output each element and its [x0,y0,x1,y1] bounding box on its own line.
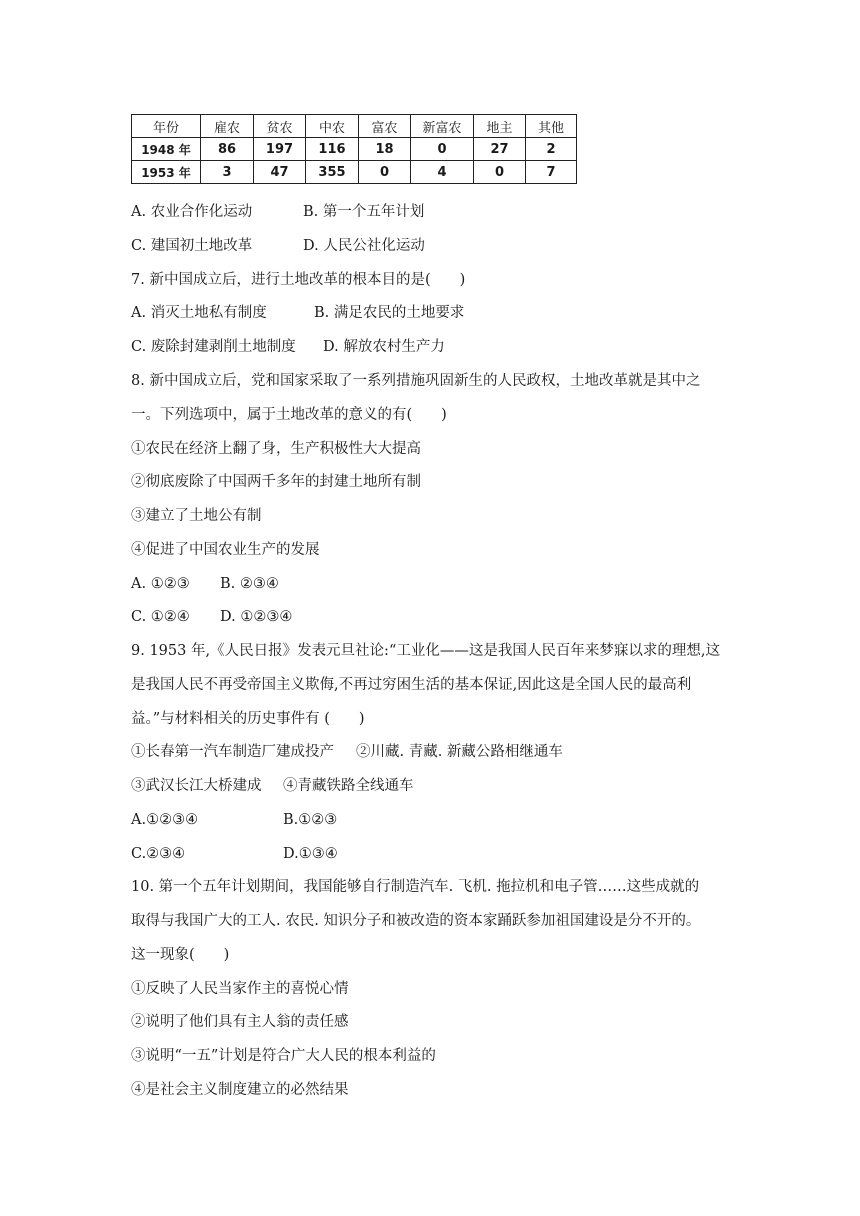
table-row [132,138,577,161]
q8-statement: ②彻底废除了中国两千多年的封建土地所有制 [131,474,421,490]
table-header-cell: 地主 [474,115,526,138]
table-cell: 4 [411,161,474,184]
q9-stem-line: 益。”与材料相关的历史事件有 ( ) [131,711,365,727]
table-header-cell: 中农 [306,115,359,138]
table-header-cell: 富农 [359,115,411,138]
q9-option-b: B.①②③ [283,812,338,828]
q7-option-a: A. 消灭土地私有制度 [131,305,267,321]
table-cell: 197 [254,138,306,161]
table-cell: 0 [359,161,411,184]
q6-option-d: D. 人民公社化运动 [303,238,425,254]
table-header-cell: 其他 [526,115,577,138]
table-cell: 27 [474,138,526,161]
table-cell: 47 [254,161,306,184]
q9-statement: ④青藏铁路全线通车 [283,778,414,794]
q9-stem-line: 9. 1953 年,《人民日报》发表元旦社论:“工业化——这是我国人民百年来梦寐以求的理想,这 [131,643,720,659]
table-header-row [132,115,577,138]
q10-stem-line: 取得与我国广大的工人. 农民. 知识分子和被改造的资本家踊跃参加祖国建设是分不开的。 [131,913,701,929]
q9-statement: ②川藏. 青藏. 新藏公路相继通车 [356,744,563,760]
q10-stem-line: 这一现象( ) [131,947,230,963]
q8-statement: ④促进了中国农业生产的发展 [131,542,320,558]
q8-option-c: C. ①②④ [131,609,190,625]
q7-option-d: D. 解放农村生产力 [323,339,445,355]
q7-option-b: B. 满足农民的土地要求 [314,305,465,321]
table-cell: 7 [526,161,577,184]
q9-option-d: D.①③④ [283,846,338,862]
table-row [132,161,577,184]
q9-statement: ①长春第一汽车制造厂建成投产 [131,744,334,760]
q9-statement: ③武汉长江大桥建成 [131,778,262,794]
table-cell: 86 [201,138,254,161]
class-composition-table [131,114,577,184]
q10-statement: ④是社会主义制度建立的必然结果 [131,1082,349,1098]
q10-stem-line: 10. 第一个五年计划期间，我国能够自行制造汽车. 飞机. 拖拉机和电子管……这些成就的 [131,879,700,895]
table-cell: 0 [474,161,526,184]
q6-option-b: B. 第一个五年计划 [303,204,425,220]
table-header-cell: 新富农 [411,115,474,138]
table-header-cell: 贫农 [254,115,306,138]
q8-statement: ③建立了土地公有制 [131,508,262,524]
q9-stem-line: 是我国人民不再受帝国主义欺侮,不再过穷困生活的基本保证,因此这是全国人民的最高利 [131,677,692,693]
q10-statement: ②说明了他们具有主人翁的责任感 [131,1014,349,1030]
table-cell: 1948 年 [132,138,201,161]
table-cell: 0 [411,138,474,161]
table-cell: 18 [359,138,411,161]
q8-stem-line: 一。下列选项中，属于土地改革的意义的有( ) [131,407,447,423]
table-cell: 1953 年 [132,161,201,184]
table-header-cell: 年份 [132,115,201,138]
q8-option-b: B. ②③④ [220,576,279,592]
table-cell: 3 [201,161,254,184]
q7-option-c: C. 废除封建剥削土地制度 [131,339,296,355]
q10-statement: ①反映了人民当家作主的喜悦心情 [131,981,349,997]
q6-option-a: A. 农业合作化运动 [131,204,253,220]
q9-option-a: A.①②③④ [131,812,199,828]
q8-option-d: D. ①②③④ [220,609,293,625]
table-cell: 355 [306,161,359,184]
table-cell: 116 [306,138,359,161]
q6-option-c: C. 建国初土地改革 [131,238,253,254]
q7-stem: 7. 新中国成立后，进行土地改革的根本目的是( ) [131,272,466,288]
q8-statement: ①农民在经济上翻了身，生产积极性大大提高 [131,441,421,457]
q9-option-c: C.②③④ [131,846,186,862]
q10-statement: ③说明“一五”计划是符合广大人民的根本利益的 [131,1048,436,1064]
q8-stem-line: 8. 新中国成立后，党和国家采取了一系列措施巩固新生的人民政权，土地改革就是其中之 [131,373,701,389]
table-header-cell: 雇农 [201,115,254,138]
table-cell: 2 [526,138,577,161]
q8-option-a: A. ①②③ [131,576,190,592]
